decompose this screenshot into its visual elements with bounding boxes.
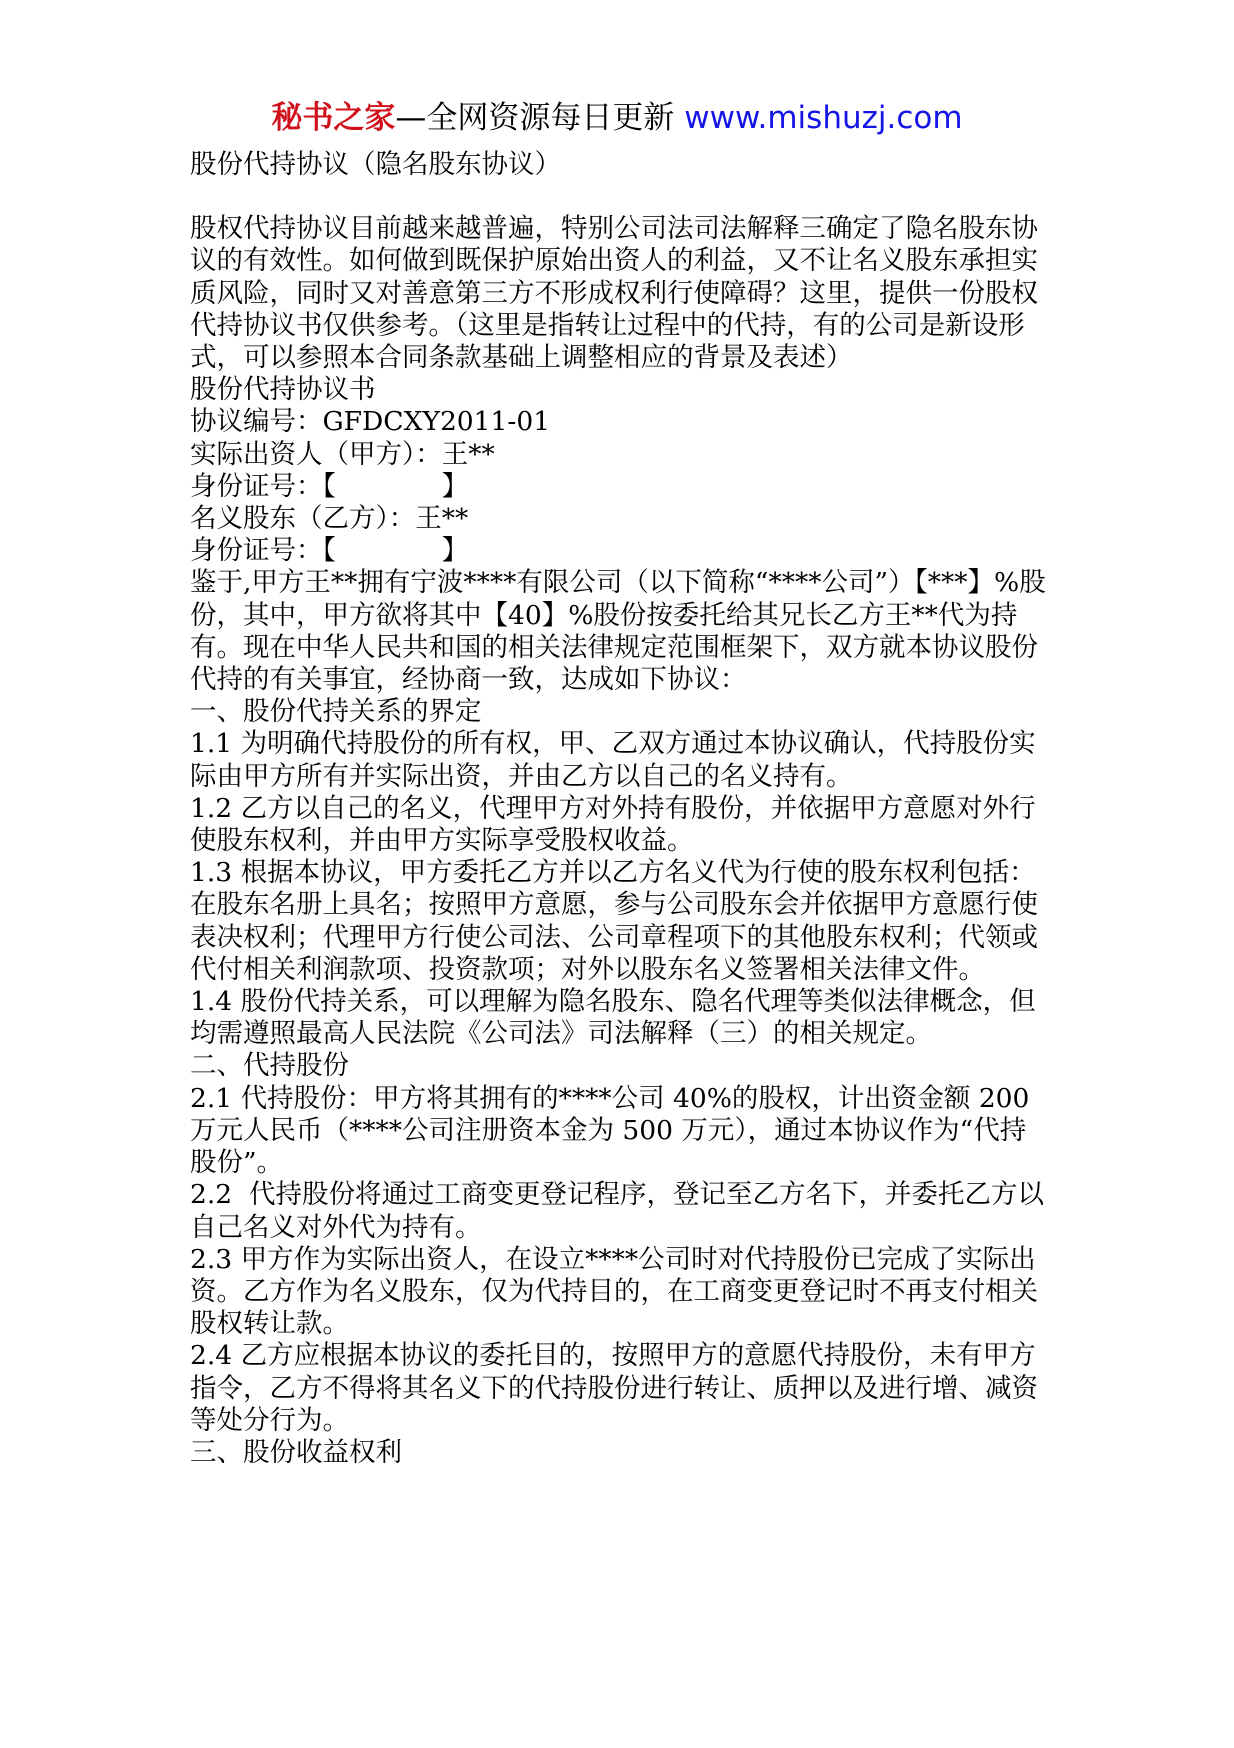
site-url-link[interactable]: www.mishuzj.com	[684, 100, 963, 136]
clause-2-4: 2.4 乙方应根据本协议的委托目的，按照甲方的意愿代持股份，未有甲方指令，乙方不得将其名义下的代持股份进行转让、质押以及进行增、减资等处分行为。	[190, 1340, 1038, 1436]
clause-1-1: 1.1 为明确代持股份的所有权，甲、乙双方通过本协议确认，代持股份实际由甲方所有并实际出资，并由乙方以自己的名义持有。	[190, 728, 1036, 792]
agreement-number: 协议编号：GFDCXY2011-01	[190, 406, 551, 438]
section-heading-3: 三、股份收益权利	[190, 1436, 402, 1468]
party-b-id: 身份证号：【 】	[190, 535, 469, 567]
blank-line	[190, 181, 1052, 213]
section-heading-1: 一、股份代持关系的界定	[190, 696, 482, 728]
clause-2-1: 2.1 代持股份：甲方将其拥有的****公司 40%的股权，计出资金额 200 万元人民币（****公司注册资本金为 500 万元），通过本协议作为“代持股份”。	[190, 1082, 1038, 1179]
clause-1-4: 1.4 股份代持关系，可以理解为隐名股东、隐名代理等类似法律概念，但均需遵照最高人民法院《公司法》司法解释（三）的相关规定。	[190, 986, 1036, 1050]
document-body	[190, 149, 1052, 1469]
intro-paragraph: 股权代持协议目前越来越普遍，特别公司法司法解释三确定了隐名股东协议的有效性。如何做到既保护原始出资人的利益，又不让名义股东承担实质风险，同时又对善意第三方不形成权利行使障碍？这里，提供一份股权代持协议书仅供参考。（这里是指转让过程中的代持，有的公司是新设形式，可以参照本合同条款基础上调整相应的背景及表述）	[190, 213, 1038, 374]
clause-1-2: 1.2 乙方以自己的名义，代理甲方对外持有股份，并依据甲方意愿对外行使股东权利，并由甲方实际享受股权收益。	[190, 792, 1036, 857]
header-slogan: —全网资源每日更新	[395, 100, 685, 136]
clause-1-3: 1.3 根据本协议，甲方委托乙方并以乙方名义代为行使的股东权利包括：在股东名册上具名；按照甲方意愿，参与公司股东会并依据甲方意愿行使表决权利；代理甲方行使公司法、公司章程项下的其他股东权利；代领或代付相关利润款项、投资款项；对外以股东名义签署相关法律文件。	[190, 857, 1038, 985]
brand-name: 秘书之家	[271, 100, 396, 136]
clause-2-3: 2.3 甲方作为实际出资人，在设立****公司时对代持股份已完成了实际出资。乙方作为名义股东，仅为代持目的，在工商变更登记时不再支付相关股权转让款。	[190, 1243, 1038, 1340]
agreement-subtitle: 股份代持协议书	[190, 374, 376, 406]
whereas-paragraph: 鉴于,甲方王**拥有宁波****有限公司（以下简称“****公司”）【***】%股份，其中，甲方欲将其中【40】%股份按委托给其兄长乙方王**代为持有。现在中华人民共和国的相关法律规定范围框架下，双方就本协议股份代持的有关事宜，经协商一致，达成如下协议：	[190, 567, 1046, 696]
party-a: 实际出资人（甲方）：王**	[190, 438, 495, 470]
party-b: 名义股东（乙方）：王**	[190, 503, 469, 535]
section-heading-2: 二、代持股份	[190, 1050, 349, 1082]
party-a-id: 身份证号：【 】	[190, 470, 469, 502]
site-header	[0, 98, 1234, 138]
clause-2-2: 2.2 代持股份将通过工商变更登记程序，登记至乙方名下，并委托乙方以自己名义对外代为持有。	[190, 1179, 1044, 1243]
document-title: 股份代持协议（隐名股东协议）	[190, 149, 561, 180]
